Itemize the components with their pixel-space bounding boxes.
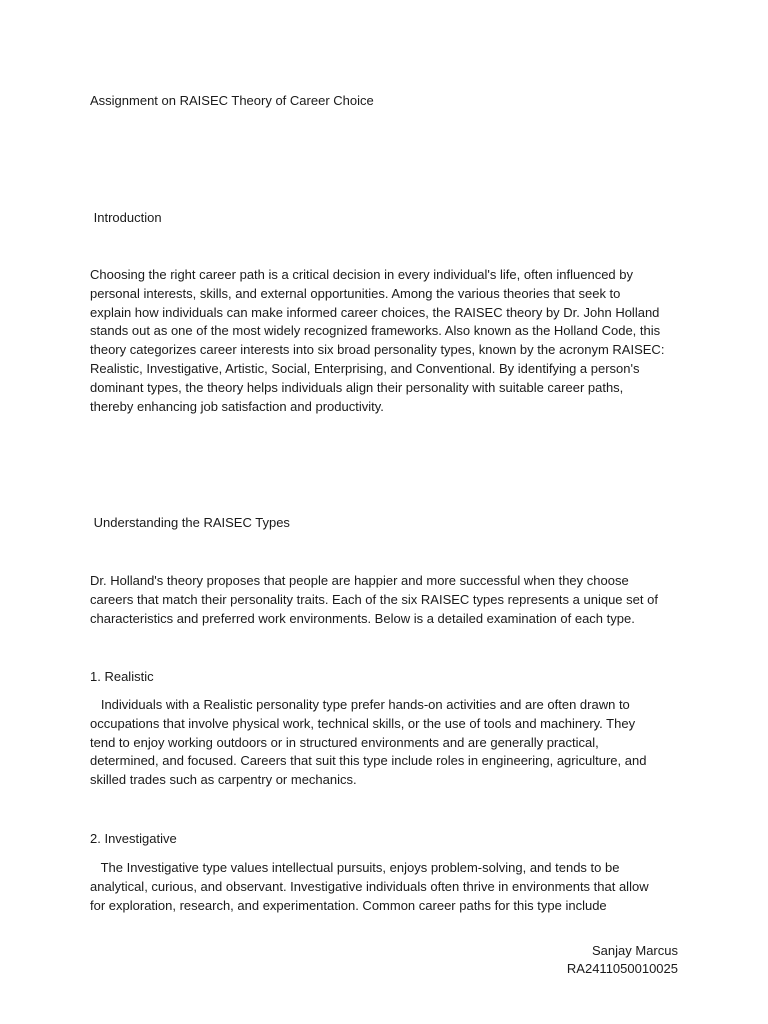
paragraph-line: The Investigative type values intellectual pursuits, enjoys problem-solving, and tends to be: [90, 860, 620, 875]
paragraph-line: analytical, curious, and observant. Investigative individuals often thrive in environments that allow: [90, 878, 649, 894]
paragraph-line: Dr. Holland's theory proposes that people are happier and more successful when they choose: [90, 573, 629, 588]
document-title: Assignment on RAISEC Theory of Career Choice: [90, 93, 374, 108]
paragraph-line: dominant types, the theory helps individuals align their personality with suitable career paths,: [90, 379, 624, 395]
paragraph-line: skilled trades such as carpentry or mechanics.: [90, 772, 357, 788]
paragraph-line: for exploration, research, and experimentation. Common career paths for this type include: [90, 897, 607, 913]
paragraph-line: theory categorizes career interests into six broad personality types, known by the acronym RAISEC:: [90, 342, 665, 358]
paragraph-line: Individuals with a Realistic personality type prefer hands-on activities and are often drawn to: [90, 697, 630, 712]
raisec-types-paragraph: [90, 572, 680, 628]
footer-registration-id: RA2411050010025: [566, 961, 678, 976]
realistic-paragraph: [90, 696, 680, 790]
paragraph-line: explain how individuals can make informed career choices, the RAISEC theory by Dr. John Holland: [90, 304, 660, 320]
paragraph-line: stands out as one of the most widely recognized frameworks. Also known as the Holland Code, this: [90, 323, 661, 339]
paragraph-line: personal interests, skills, and external opportunities. Among the various theories that seek to: [90, 285, 621, 301]
paragraph-line: tend to enjoy working outdoors or in structured environments and are generally practical,: [90, 734, 599, 750]
raisec-types-heading: Understanding the RAISEC Types: [90, 515, 290, 530]
paragraph-line: determined, and focused. Careers that suit this type include roles in engineering, agriculture, and: [90, 753, 647, 769]
paragraph-line: Choosing the right career path is a critical decision in every individual's life, often influenced by: [90, 267, 633, 282]
paragraph-line: thereby enhancing job satisfaction and productivity.: [90, 398, 384, 414]
footer-author-name: Sanjay Marcus: [592, 943, 678, 958]
investigative-paragraph: [90, 859, 680, 915]
paragraph-line: occupations that involve physical work, technical skills, or the use of tools and machinery. They: [90, 715, 636, 731]
paragraph-line: careers that match their personality traits. Each of the six RAISEC types represents a unique set of: [90, 591, 658, 607]
introduction-heading: Introduction: [90, 210, 162, 225]
paragraph-line: Realistic, Investigative, Artistic, Social, Enterprising, and Conventional. By identifying a person's: [90, 360, 640, 376]
introduction-paragraph: [90, 266, 680, 416]
investigative-heading: 2. Investigative: [90, 831, 177, 846]
realistic-heading: 1. Realistic: [90, 669, 154, 684]
paragraph-line: characteristics and preferred work environments. Below is a detailed examination of each type.: [90, 610, 635, 626]
